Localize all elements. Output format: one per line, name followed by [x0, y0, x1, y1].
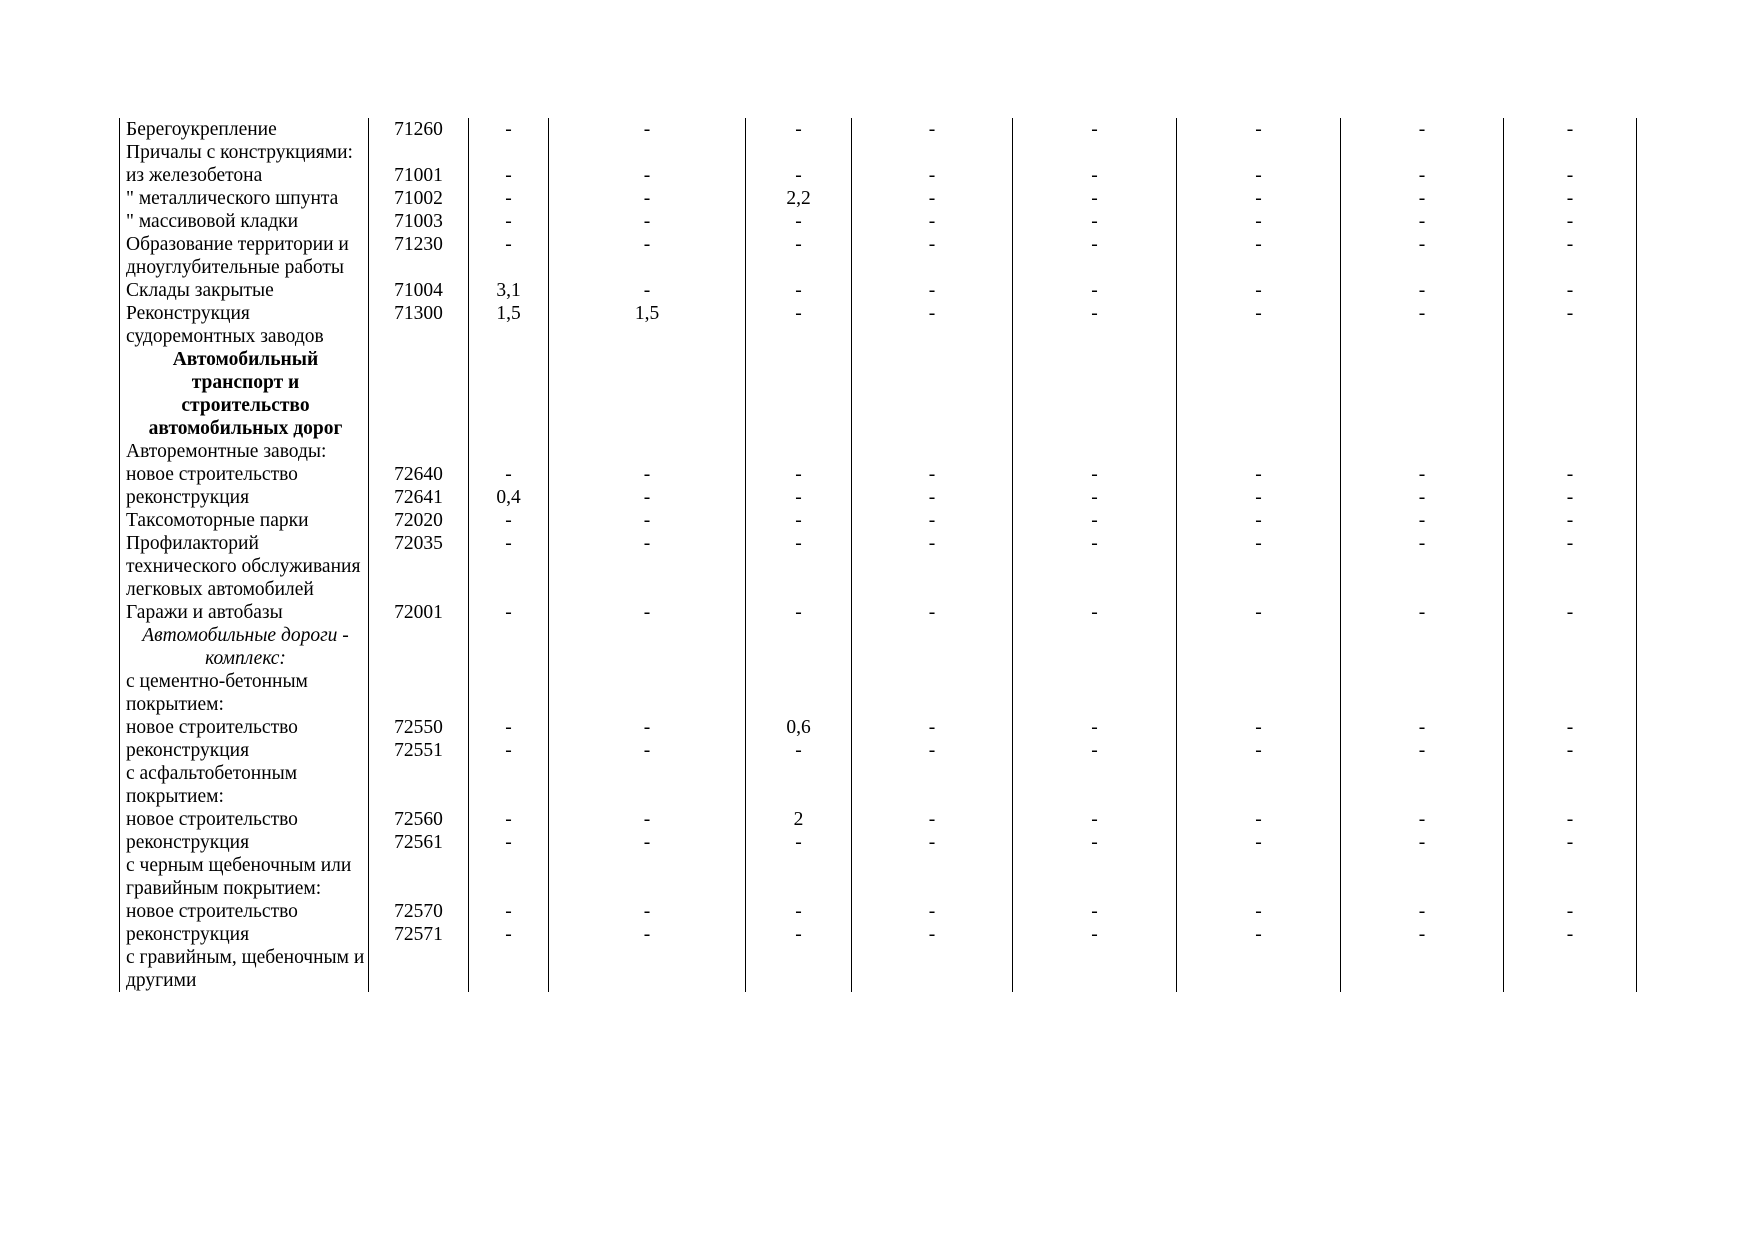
row-code-cell	[369, 670, 469, 716]
value-cell: -	[1504, 463, 1637, 486]
row-code-cell	[369, 946, 469, 992]
value-cell	[1177, 762, 1341, 808]
row-name-cell: новое строительство	[120, 900, 369, 923]
table-row	[120, 716, 1637, 739]
value-cell: -	[1013, 164, 1177, 187]
value-cell: -	[549, 210, 746, 233]
row-code-cell: 71003	[369, 210, 469, 233]
value-cell: -	[1341, 900, 1504, 923]
value-cell	[1341, 624, 1504, 670]
data-table	[119, 118, 1637, 992]
value-cell: -	[1013, 739, 1177, 762]
value-cell: -	[549, 808, 746, 831]
table-row	[120, 854, 1637, 900]
value-cell: -	[746, 164, 852, 187]
value-cell: -	[549, 118, 746, 141]
value-cell	[549, 854, 746, 900]
value-cell	[1504, 762, 1637, 808]
row-code-cell: 72561	[369, 831, 469, 854]
value-cell: -	[1341, 808, 1504, 831]
row-code-cell	[369, 141, 469, 164]
value-cell: -	[469, 601, 549, 624]
value-cell: -	[549, 187, 746, 210]
value-cell	[549, 624, 746, 670]
value-cell: -	[1013, 601, 1177, 624]
value-cell: -	[852, 831, 1013, 854]
row-name-cell: реконструкция	[120, 831, 369, 854]
value-cell	[1013, 946, 1177, 992]
value-cell	[549, 141, 746, 164]
row-name-cell: " массивовой кладки	[120, 210, 369, 233]
value-cell: -	[1341, 831, 1504, 854]
row-code-cell: 71300	[369, 302, 469, 348]
value-cell	[1013, 141, 1177, 164]
value-cell: -	[746, 509, 852, 532]
value-cell: -	[1013, 302, 1177, 348]
row-name-cell: реконструкция	[120, 923, 369, 946]
value-cell: -	[852, 739, 1013, 762]
table-row	[120, 509, 1637, 532]
value-cell: -	[1013, 831, 1177, 854]
value-cell: -	[746, 831, 852, 854]
value-cell: 2	[746, 808, 852, 831]
value-cell	[1013, 762, 1177, 808]
value-cell	[1177, 440, 1341, 463]
value-cell: -	[746, 486, 852, 509]
table-row	[120, 762, 1637, 808]
table-body	[120, 118, 1637, 992]
value-cell: -	[746, 233, 852, 279]
value-cell	[1504, 141, 1637, 164]
table-row	[120, 463, 1637, 486]
row-name-cell: с цементно-бетонным покрытием:	[120, 670, 369, 716]
value-cell: -	[549, 739, 746, 762]
value-cell	[469, 348, 549, 440]
value-cell: -	[1341, 233, 1504, 279]
value-cell: -	[1013, 279, 1177, 302]
table-row	[120, 739, 1637, 762]
value-cell	[469, 141, 549, 164]
value-cell: -	[1177, 279, 1341, 302]
value-cell	[1504, 348, 1637, 440]
value-cell: -	[1013, 463, 1177, 486]
value-cell: -	[1504, 279, 1637, 302]
table-row	[120, 532, 1637, 601]
value-cell	[852, 348, 1013, 440]
value-cell	[549, 762, 746, 808]
row-name-cell: Склады закрытые	[120, 279, 369, 302]
value-cell	[852, 762, 1013, 808]
value-cell	[746, 670, 852, 716]
value-cell	[1504, 624, 1637, 670]
value-cell	[469, 440, 549, 463]
value-cell: -	[852, 210, 1013, 233]
table-row	[120, 279, 1637, 302]
value-cell: -	[746, 463, 852, 486]
value-cell: -	[1341, 164, 1504, 187]
value-cell	[1177, 670, 1341, 716]
value-cell: -	[469, 509, 549, 532]
row-code-cell: 72641	[369, 486, 469, 509]
value-cell	[549, 348, 746, 440]
row-code-cell: 72640	[369, 463, 469, 486]
value-cell: -	[852, 486, 1013, 509]
value-cell: 3,1	[469, 279, 549, 302]
row-code-cell	[369, 440, 469, 463]
value-cell: -	[1504, 716, 1637, 739]
value-cell	[746, 141, 852, 164]
row-name-cell: новое строительство	[120, 716, 369, 739]
value-cell: -	[1013, 233, 1177, 279]
value-cell: -	[549, 601, 746, 624]
value-cell: -	[852, 509, 1013, 532]
value-cell: -	[1341, 532, 1504, 601]
value-cell: -	[746, 532, 852, 601]
value-cell: -	[1177, 233, 1341, 279]
table-row	[120, 923, 1637, 946]
row-code-cell	[369, 348, 469, 440]
value-cell: -	[549, 532, 746, 601]
value-cell: -	[469, 463, 549, 486]
value-cell	[1177, 348, 1341, 440]
value-cell: -	[469, 716, 549, 739]
value-cell	[1341, 946, 1504, 992]
value-cell: -	[1177, 808, 1341, 831]
value-cell: -	[549, 486, 746, 509]
value-cell: -	[1013, 118, 1177, 141]
value-cell: -	[852, 279, 1013, 302]
value-cell	[852, 670, 1013, 716]
table-row	[120, 624, 1637, 670]
value-cell: -	[1013, 532, 1177, 601]
value-cell: -	[852, 118, 1013, 141]
value-cell: 1,5	[549, 302, 746, 348]
value-cell: -	[746, 302, 852, 348]
value-cell: -	[469, 831, 549, 854]
value-cell	[469, 946, 549, 992]
value-cell	[746, 854, 852, 900]
value-cell	[1013, 854, 1177, 900]
row-code-cell	[369, 624, 469, 670]
row-name-cell: реконструкция	[120, 739, 369, 762]
value-cell: -	[1504, 923, 1637, 946]
row-code-cell: 71004	[369, 279, 469, 302]
table-row	[120, 900, 1637, 923]
value-cell: -	[1013, 486, 1177, 509]
table-row	[120, 187, 1637, 210]
row-code-cell: 72571	[369, 923, 469, 946]
row-name-cell: с гравийным, щебеночным и другими	[120, 946, 369, 992]
value-cell	[1177, 141, 1341, 164]
value-cell: -	[746, 279, 852, 302]
value-cell	[549, 670, 746, 716]
value-cell	[1504, 670, 1637, 716]
row-name-cell: новое строительство	[120, 463, 369, 486]
value-cell: -	[1504, 532, 1637, 601]
value-cell: -	[469, 118, 549, 141]
value-cell: -	[1504, 831, 1637, 854]
value-cell	[852, 854, 1013, 900]
table-row	[120, 164, 1637, 187]
value-cell	[1504, 946, 1637, 992]
row-code-cell: 71001	[369, 164, 469, 187]
value-cell: -	[549, 923, 746, 946]
value-cell: -	[746, 118, 852, 141]
value-cell: -	[1013, 923, 1177, 946]
value-cell: -	[1013, 808, 1177, 831]
value-cell: -	[852, 233, 1013, 279]
value-cell: -	[1177, 601, 1341, 624]
value-cell: -	[1504, 739, 1637, 762]
table-row	[120, 210, 1637, 233]
value-cell: -	[1341, 187, 1504, 210]
value-cell: -	[1341, 739, 1504, 762]
value-cell	[1341, 440, 1504, 463]
value-cell: -	[1177, 463, 1341, 486]
value-cell	[469, 762, 549, 808]
value-cell	[852, 141, 1013, 164]
row-code-cell: 71260	[369, 118, 469, 141]
value-cell: -	[1504, 486, 1637, 509]
value-cell	[1341, 348, 1504, 440]
value-cell: -	[549, 279, 746, 302]
row-name-cell: Реконструкция судоремонтных заводов	[120, 302, 369, 348]
value-cell: -	[1504, 509, 1637, 532]
value-cell: -	[1504, 187, 1637, 210]
value-cell: -	[1177, 210, 1341, 233]
value-cell: -	[852, 601, 1013, 624]
value-cell: -	[469, 923, 549, 946]
value-cell: 0,4	[469, 486, 549, 509]
table-row	[120, 486, 1637, 509]
value-cell	[1013, 440, 1177, 463]
value-cell: -	[852, 302, 1013, 348]
value-cell: -	[1341, 118, 1504, 141]
value-cell: -	[469, 900, 549, 923]
value-cell: 1,5	[469, 302, 549, 348]
value-cell: -	[1504, 164, 1637, 187]
value-cell: -	[1013, 509, 1177, 532]
row-code-cell	[369, 854, 469, 900]
row-name-cell: Причалы с конструкциями:	[120, 141, 369, 164]
table-row	[120, 440, 1637, 463]
value-cell: -	[1177, 509, 1341, 532]
value-cell: -	[549, 164, 746, 187]
row-name-cell: из железобетона	[120, 164, 369, 187]
value-cell	[1341, 141, 1504, 164]
value-cell: -	[549, 233, 746, 279]
value-cell: -	[746, 739, 852, 762]
value-cell: 0,6	[746, 716, 852, 739]
value-cell: -	[746, 601, 852, 624]
row-code-cell: 72550	[369, 716, 469, 739]
table-row	[120, 946, 1637, 992]
table-row	[120, 141, 1637, 164]
row-name-cell: с черным щебеночным или гравийным покрытием:	[120, 854, 369, 900]
value-cell	[549, 946, 746, 992]
value-cell: -	[1504, 900, 1637, 923]
value-cell: -	[1177, 831, 1341, 854]
row-name-cell: Таксомоторные парки	[120, 509, 369, 532]
row-code-cell: 72560	[369, 808, 469, 831]
value-cell	[746, 762, 852, 808]
value-cell	[1013, 670, 1177, 716]
table-row	[120, 831, 1637, 854]
value-cell: -	[469, 210, 549, 233]
value-cell	[469, 854, 549, 900]
value-cell: -	[1341, 486, 1504, 509]
value-cell	[746, 946, 852, 992]
value-cell	[1177, 624, 1341, 670]
row-name-cell: Автомобильные дороги - комплекс:	[120, 624, 369, 670]
row-code-cell: 71002	[369, 187, 469, 210]
row-name-cell: с асфальтобетонным покрытием:	[120, 762, 369, 808]
value-cell: -	[1013, 716, 1177, 739]
value-cell: -	[746, 900, 852, 923]
value-cell: -	[1177, 486, 1341, 509]
value-cell: -	[1504, 233, 1637, 279]
value-cell: -	[1177, 532, 1341, 601]
value-cell	[1341, 670, 1504, 716]
value-cell	[469, 670, 549, 716]
value-cell: -	[1504, 210, 1637, 233]
table-row	[120, 302, 1637, 348]
value-cell: -	[1177, 923, 1341, 946]
value-cell: -	[1177, 716, 1341, 739]
value-cell: -	[1177, 739, 1341, 762]
value-cell: -	[852, 900, 1013, 923]
value-cell: -	[852, 532, 1013, 601]
value-cell	[549, 440, 746, 463]
row-name-cell: Авторемонтные заводы:	[120, 440, 369, 463]
value-cell	[1013, 348, 1177, 440]
value-cell: -	[746, 210, 852, 233]
value-cell: -	[1341, 279, 1504, 302]
value-cell: -	[1177, 302, 1341, 348]
value-cell: -	[549, 509, 746, 532]
value-cell	[746, 440, 852, 463]
value-cell	[1341, 854, 1504, 900]
value-cell: -	[1177, 118, 1341, 141]
value-cell: -	[469, 808, 549, 831]
row-code-cell: 72035	[369, 532, 469, 601]
value-cell: -	[1013, 210, 1177, 233]
value-cell: -	[469, 164, 549, 187]
value-cell: -	[1341, 509, 1504, 532]
table-row	[120, 233, 1637, 279]
row-name-cell: " металлического шпунта	[120, 187, 369, 210]
value-cell: -	[746, 923, 852, 946]
value-cell: -	[469, 187, 549, 210]
value-cell: -	[549, 716, 746, 739]
row-code-cell: 72020	[369, 509, 469, 532]
value-cell	[1341, 762, 1504, 808]
row-name-cell: реконструкция	[120, 486, 369, 509]
table-row	[120, 118, 1637, 141]
value-cell: -	[1341, 716, 1504, 739]
value-cell	[852, 624, 1013, 670]
value-cell: -	[1177, 187, 1341, 210]
value-cell: -	[852, 808, 1013, 831]
value-cell: 2,2	[746, 187, 852, 210]
value-cell: -	[1341, 302, 1504, 348]
value-cell	[746, 348, 852, 440]
value-cell: -	[852, 923, 1013, 946]
value-cell: -	[469, 532, 549, 601]
value-cell: -	[1341, 210, 1504, 233]
row-name-cell: Образование территории и дноуглубительные работы	[120, 233, 369, 279]
value-cell	[1504, 440, 1637, 463]
value-cell	[1013, 624, 1177, 670]
value-cell	[852, 946, 1013, 992]
table-row	[120, 808, 1637, 831]
value-cell	[469, 624, 549, 670]
row-name-cell: Профилакторий технического обслуживания легковых автомобилей	[120, 532, 369, 601]
value-cell: -	[852, 187, 1013, 210]
value-cell: -	[469, 739, 549, 762]
row-name-cell: Берегоукрепление	[120, 118, 369, 141]
value-cell	[1177, 854, 1341, 900]
value-cell: -	[1177, 900, 1341, 923]
value-cell: -	[549, 831, 746, 854]
row-name-cell: Автомобильный транспорт и строительство автомобильных дорог	[120, 348, 369, 440]
row-code-cell	[369, 762, 469, 808]
row-name-cell: Гаражи и автобазы	[120, 601, 369, 624]
value-cell: -	[549, 463, 746, 486]
row-code-cell: 72570	[369, 900, 469, 923]
row-code-cell: 72551	[369, 739, 469, 762]
row-code-cell: 72001	[369, 601, 469, 624]
value-cell: -	[1341, 923, 1504, 946]
table-row	[120, 670, 1637, 716]
value-cell: -	[1504, 601, 1637, 624]
value-cell: -	[852, 164, 1013, 187]
value-cell: -	[1013, 900, 1177, 923]
value-cell: -	[1341, 463, 1504, 486]
value-cell	[1177, 946, 1341, 992]
table-row	[120, 601, 1637, 624]
value-cell: -	[469, 233, 549, 279]
value-cell: -	[1504, 302, 1637, 348]
table-row	[120, 348, 1637, 440]
value-cell: -	[549, 900, 746, 923]
value-cell: -	[1177, 164, 1341, 187]
row-code-cell: 71230	[369, 233, 469, 279]
value-cell: -	[852, 716, 1013, 739]
value-cell: -	[1013, 187, 1177, 210]
value-cell	[746, 624, 852, 670]
value-cell: -	[1504, 118, 1637, 141]
value-cell	[1504, 854, 1637, 900]
value-cell: -	[1504, 808, 1637, 831]
row-name-cell: новое строительство	[120, 808, 369, 831]
value-cell: -	[852, 463, 1013, 486]
table-sheet	[119, 118, 1636, 1115]
value-cell: -	[1341, 601, 1504, 624]
value-cell	[852, 440, 1013, 463]
